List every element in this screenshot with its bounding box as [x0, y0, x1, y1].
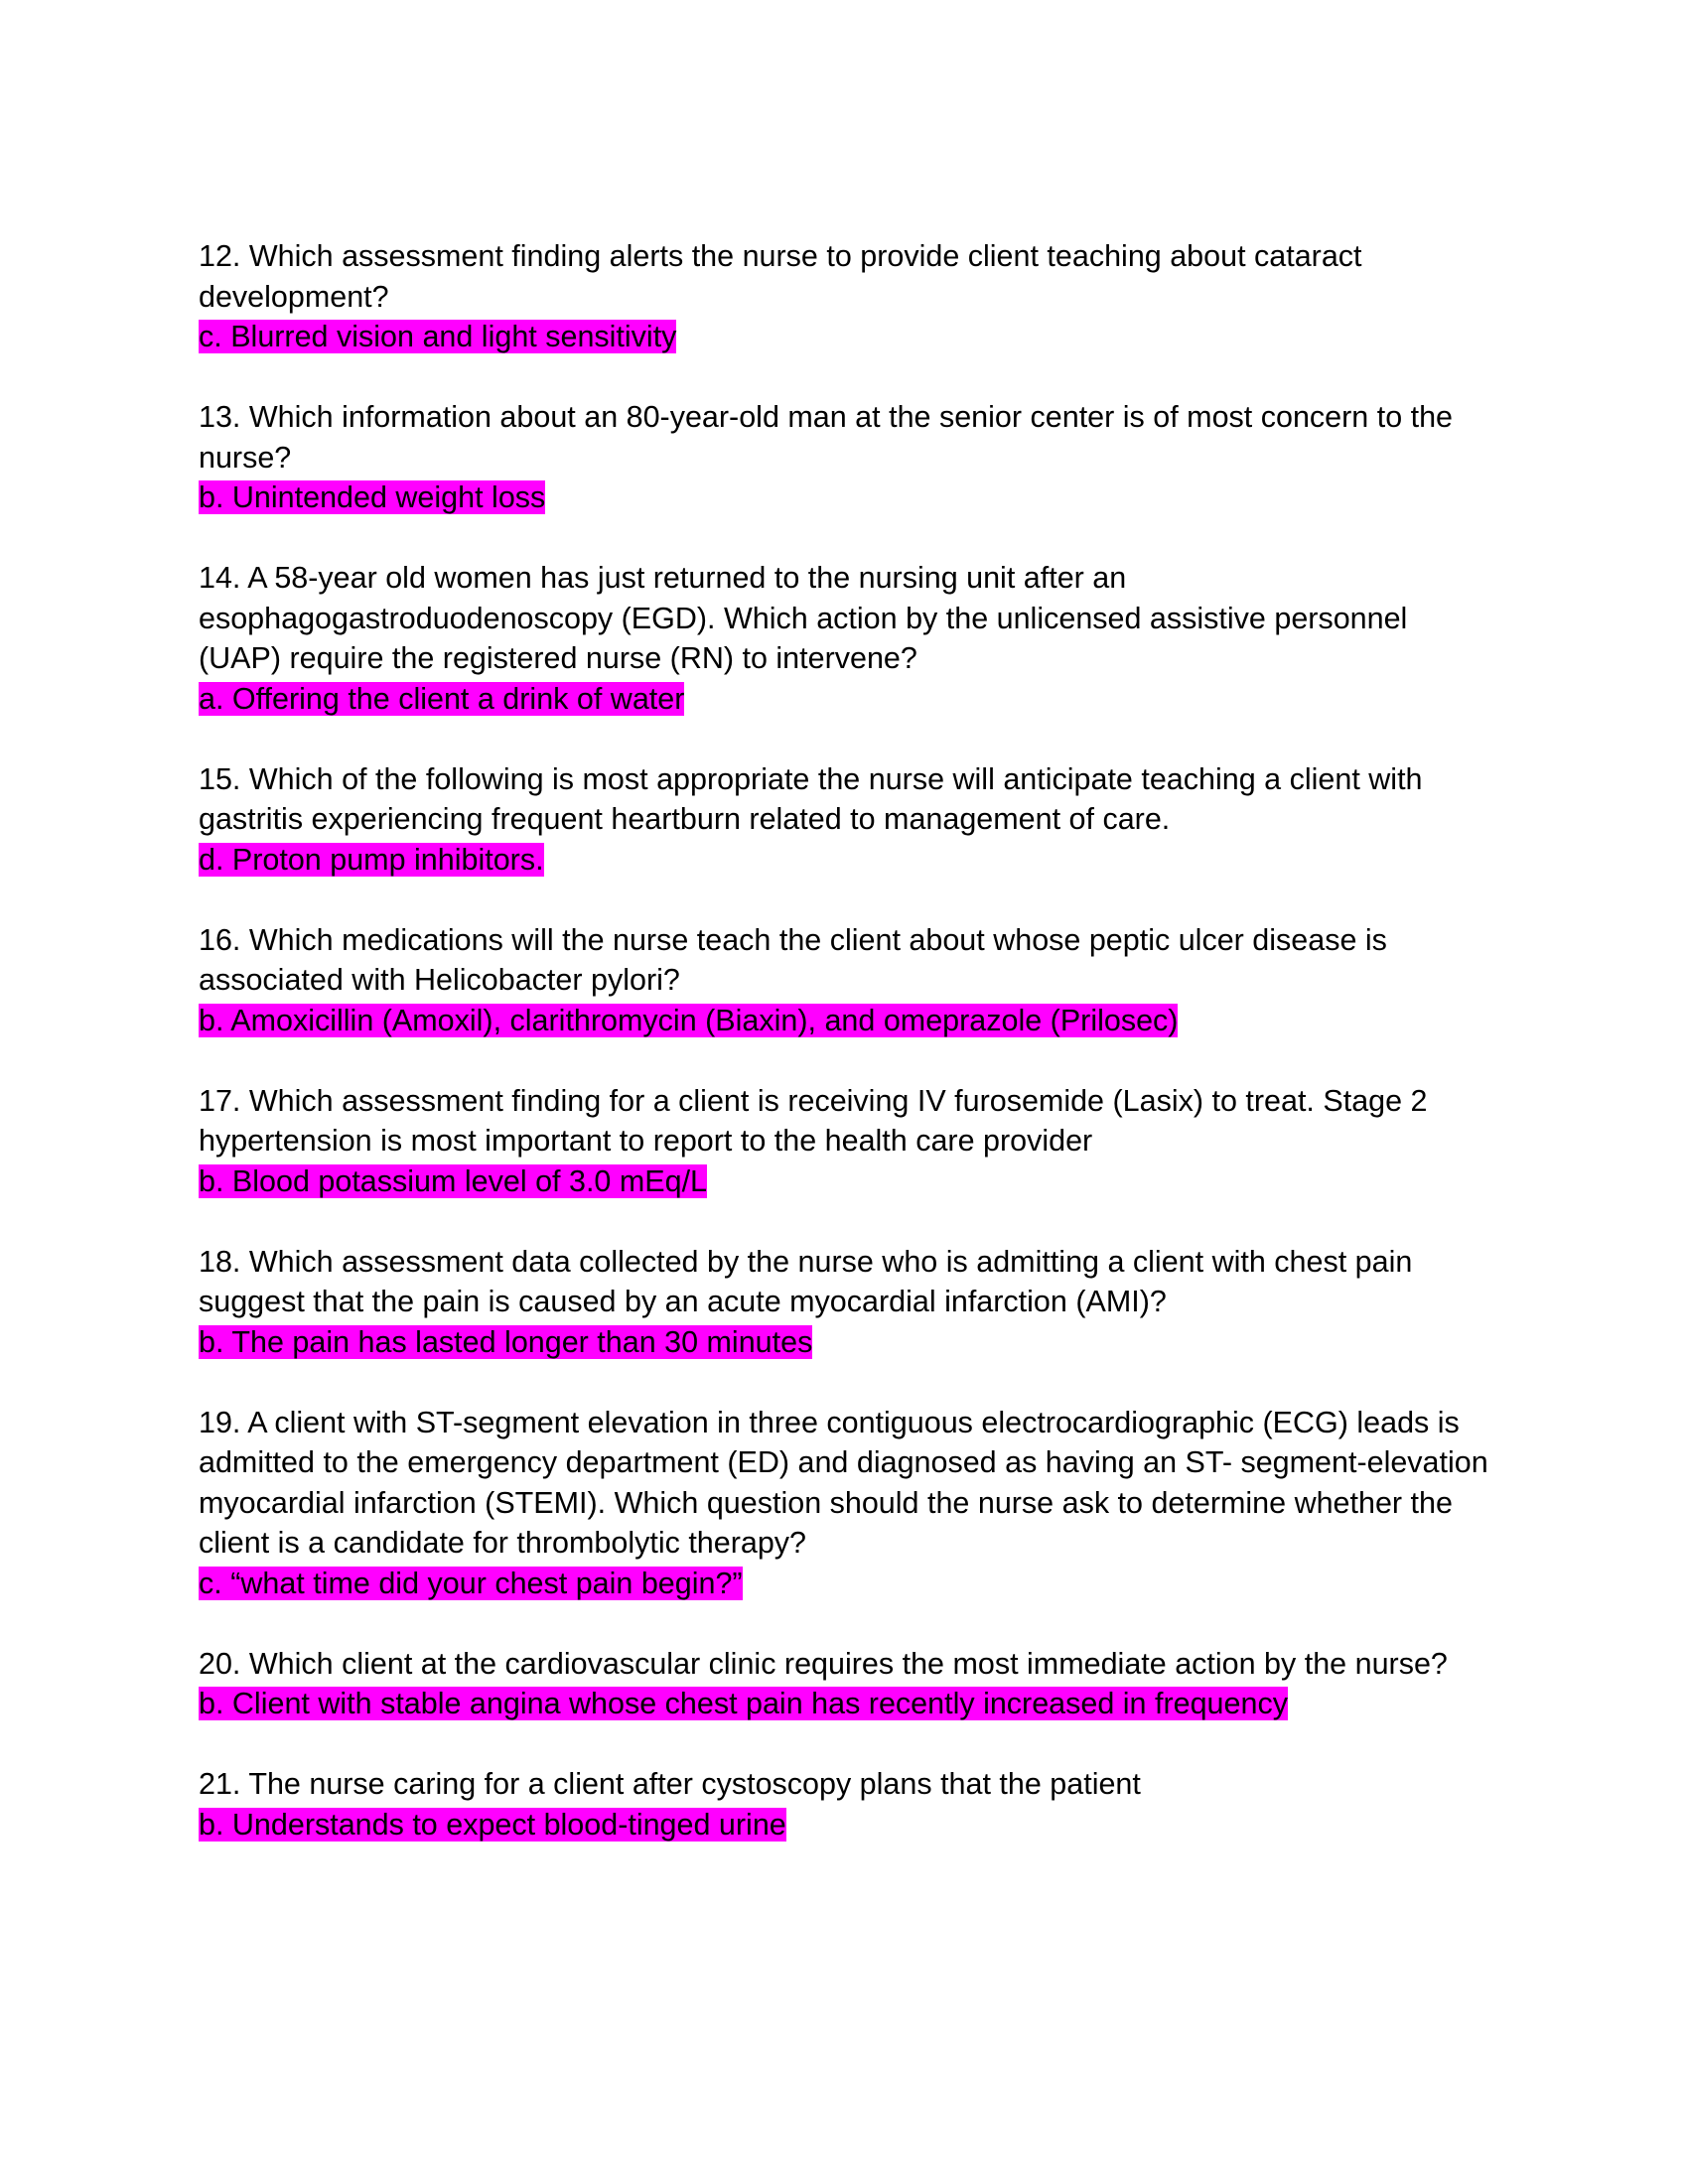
- question-item-14: [199, 558, 1489, 719]
- highlighted-answer: d. Proton pump inhibitors.: [199, 842, 544, 877]
- question-list: [199, 236, 1489, 1885]
- question-text: 18. Which assessment data collected by the nurse who is admitting a client with chest pain suggest that the pain is caused by an acute myocardial infarction (AMI)?: [199, 1244, 1413, 1318]
- answer-line: [199, 478, 1489, 518]
- highlighted-answer: b. The pain has lasted longer than 30 minutes: [199, 1324, 813, 1359]
- highlighted-answer: b. Blood potassium level of 3.0 mEq/L: [199, 1163, 708, 1198]
- question-text: 17. Which assessment finding for a client is receiving IV furosemide (Lasix) to treat. Stage 2 hypertension is most important to report to the health care provider: [199, 1083, 1428, 1158]
- question-text: 21. The nurse caring for a client after cystoscopy plans that the patient: [199, 1767, 1141, 1801]
- question-item-18: [199, 1242, 1489, 1363]
- question-item-13: [199, 397, 1489, 518]
- answer-line: [199, 1001, 1489, 1041]
- question-item-21: [199, 1764, 1489, 1844]
- question-item-17: [199, 1081, 1489, 1202]
- question-text: 13. Which information about an 80-year-old man at the senior center is of most concern to the nurse?: [199, 400, 1454, 475]
- highlighted-answer: b. Client with stable angina whose chest pain has recently increased in frequency: [199, 1687, 1288, 1720]
- question-text: 20. Which client at the cardiovascular clinic requires the most immediate action by the nurse?: [199, 1646, 1448, 1681]
- question-text: 14. A 58-year old women has just returned to the nursing unit after an esophagogastroduodenoscopy (EGD). Which action by the unlicensed assistive personnel (UAP) require the registered nurse (RN) to intervene?: [199, 561, 1408, 675]
- answer-line: [199, 317, 1489, 357]
- question-item-12: [199, 236, 1489, 357]
- highlighted-answer: b. Understands to expect blood-tinged urine: [199, 1807, 786, 1842]
- question-text: 19. A client with ST-segment elevation in three contiguous electrocardiographic (ECG) leads is admitted to the emergency department (ED) and diagnosed as having an ST- segment-elevation myocardial infarction (STEMI). Which question should the nurse ask to determine whether the client is a candidate for thrombolytic therapy?: [199, 1405, 1488, 1560]
- question-item-16: [199, 920, 1489, 1041]
- highlighted-answer: b. Amoxicillin (Amoxil), clarithromycin (Biaxin), and omeprazole (Prilosec): [199, 1003, 1179, 1037]
- answer-line: [199, 1564, 1489, 1604]
- question-text: 16. Which medications will the nurse teach the client about whose peptic ulcer disease is associated with Helicobacter pylori?: [199, 922, 1387, 997]
- highlighted-answer: b. Unintended weight loss: [199, 480, 546, 514]
- question-text: 12. Which assessment finding alerts the nurse to provide client teaching about cataract development?: [199, 239, 1362, 314]
- highlighted-answer: a. Offering the client a drink of water: [199, 681, 685, 716]
- highlighted-answer: c. Blurred vision and light sensitivity: [199, 320, 677, 353]
- question-item-20: [199, 1644, 1489, 1724]
- answer-line: [199, 679, 1489, 720]
- question-text: 15. Which of the following is most appropriate the nurse will anticipate teaching a client with gastritis experiencing frequent heartburn related to management of care.: [199, 761, 1423, 836]
- answer-line: [199, 840, 1489, 881]
- answer-line: [199, 1684, 1489, 1724]
- highlighted-answer: c. “what time did your chest pain begin?”: [199, 1566, 743, 1600]
- answer-line: [199, 1161, 1489, 1202]
- question-item-15: [199, 759, 1489, 881]
- answer-line: [199, 1805, 1489, 1845]
- question-item-19: [199, 1403, 1489, 1604]
- answer-line: [199, 1322, 1489, 1363]
